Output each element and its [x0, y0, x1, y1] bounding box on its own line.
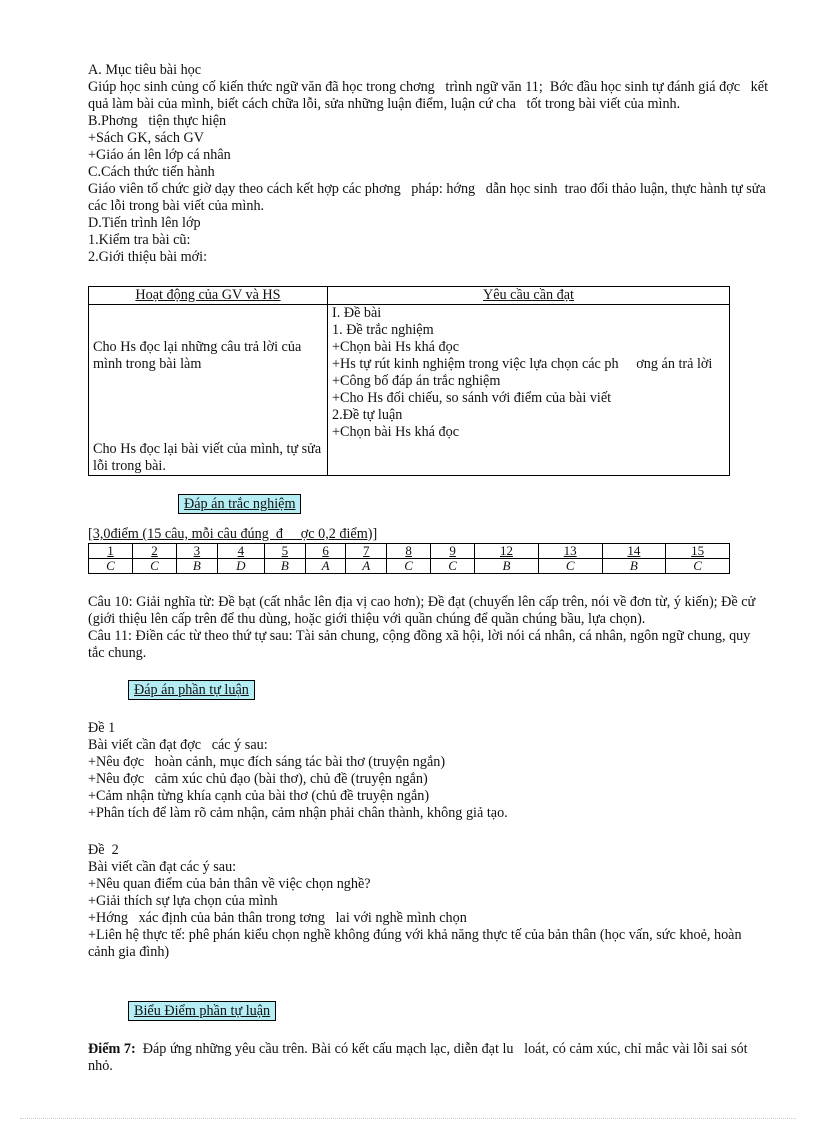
question-number-cell: 6: [305, 544, 346, 559]
de1-line: +Phân tích để làm rõ cảm nhận, cảm nhận phải chân thành, không giả tạo.: [88, 805, 508, 821]
procedure-step: 1.Kiểm tra bài cũ:: [88, 232, 191, 248]
method-heading: C.Cách thức tiến hành: [88, 164, 215, 180]
answer-letter-cell: B: [264, 559, 305, 574]
answer-letter-cell: C: [666, 559, 730, 574]
intro-section: [88, 62, 772, 266]
activity-right-line: +Công bố đáp án trắc nghiệm: [332, 373, 501, 389]
lesson-objective-text: Giúp học sinh củng cố kiến thức ngữ văn đã học trong chơng trình ngữ văn 11; Bớc đầu học sinh tự đánh giá đợc kết quả làm bài của mình, biết cách chữa lỗi, sửa những luận điểm, luận cứ cha tốt trong bài viết của mình.: [88, 79, 772, 112]
answer-letter-cell: B: [177, 559, 218, 574]
de1-section: [88, 720, 768, 822]
means-heading: B.Phơng tiện thực hiện: [88, 113, 227, 129]
page-bottom-divider: [20, 1118, 796, 1119]
answer-letter-cell: C: [133, 559, 177, 574]
question-number-cell: 5: [264, 544, 305, 559]
question-number-cell: 8: [387, 544, 431, 559]
question-number-cell: 3: [177, 544, 218, 559]
answer-letter-cell: D: [217, 559, 264, 574]
mc-score-note: [3,0điểm (15 câu, mỗi câu đúng đ ợc 0,2 điểm)]: [88, 526, 378, 542]
score-rubric-heading: Biểu Điểm phần tự luận: [128, 1001, 276, 1021]
activity-right-line: I. Đề bài: [332, 305, 382, 321]
activity-left-line: [93, 424, 323, 441]
means-item: +Sách GK, sách GV: [88, 130, 204, 146]
de2-line: Bài viết cần đạt các ý sau:: [88, 859, 237, 875]
question-number-cell: 14: [602, 544, 666, 559]
essay-answer-heading: Đáp án phần tự luận: [128, 680, 255, 700]
document-page: [88, 62, 772, 1075]
question-number-cell: 15: [666, 544, 730, 559]
procedure-step: 2.Giới thiệu bài mới:: [88, 249, 208, 265]
activity-table: [88, 286, 730, 476]
lesson-objective-heading: A. Mục tiêu bài học: [88, 62, 202, 78]
activity-right-line: +Chọn bài Hs khá đọc: [332, 424, 460, 440]
activity-right-line: +Chọn bài Hs khá đọc: [332, 339, 460, 355]
question-number-cell: 9: [431, 544, 475, 559]
activity-left-line: Cho Hs đọc lại những câu trả lời của mình trong bài làm: [93, 339, 305, 372]
diem7-label: Điểm 7:: [88, 1041, 136, 1057]
de2-line: +Giải thích sự lựa chọn của mình: [88, 893, 278, 909]
activity-left-line: [93, 322, 323, 339]
activity-left-line: [93, 305, 323, 322]
method-text: Giáo viên tổ chức giờ dạy theo cách kết hợp các phơng pháp: hớng dẫn học sinh trao đổi thảo luận, thực hành tự sửa các lỗi trong bài viết của mình.: [88, 181, 770, 214]
cau11-answer: Câu 11: Điền các từ theo thứ tự sau: Tài sản chung, cộng đồng xã hội, lời nói cá nhân, cá nhân, ngôn ngữ chung, quy tắc chung.: [88, 628, 754, 661]
fill-in-answers: [88, 594, 768, 662]
answer-letter-cell: C: [538, 559, 602, 574]
activity-left-cell: [89, 305, 328, 476]
de1-line: Bài viết cần đạt đợc các ý sau:: [88, 737, 268, 753]
activity-right-cell: [328, 305, 730, 476]
answer-letter-cell: C: [89, 559, 133, 574]
activity-right-line: +Hs tự rút kinh nghiệm trong việc lựa chọn các ph ơng án trả lời: [332, 356, 713, 372]
question-number-cell: 13: [538, 544, 602, 559]
mc-answer-heading: Đáp án trắc nghiệm: [178, 494, 301, 514]
de1-line: +Nêu đợc hoàn cảnh, mục đích sáng tác bài thơ (truyện ngắn): [88, 754, 446, 770]
cau10-answer: Câu 10: Giải nghĩa từ: Đề bạt (cất nhắc lên địa vị cao hơn); Đề đạt (chuyển lên cấp trên, nói về đơn từ, ý kiến); Đề cử (giới thiệu lên cấp trên để thu dùng, hoặc giới thiệu với quần chúng để quần chúng bầu, lựa chọn).: [88, 594, 759, 627]
answer-table: [88, 543, 730, 574]
activity-left-line: Cho Hs đọc lại bài viết của mình, tự sửa lỗi trong bài.: [93, 441, 325, 474]
de1-line: +Cảm nhận từng khía cạnh của bài thơ (chủ đề truyện ngắn): [88, 788, 430, 804]
de1-line: +Nêu đợc cảm xúc chủ đạo (bài thơ), chủ đề (truyện ngắn): [88, 771, 428, 787]
activity-left-line: [93, 373, 323, 390]
procedure-heading: D.Tiến trình lên lớp: [88, 215, 201, 231]
activity-right-line: 1. Đề trắc nghiệm: [332, 322, 434, 338]
answer-letter-cell: C: [387, 559, 431, 574]
activity-header-right: Yêu cầu cần đạt: [328, 287, 730, 305]
question-number-cell: 4: [217, 544, 264, 559]
diem7-paragraph: [88, 1041, 768, 1075]
answer-letter-cell: B: [475, 559, 539, 574]
activity-header-left: Hoạt động của GV và HS: [89, 287, 328, 305]
de2-title: Đề 2: [88, 842, 119, 858]
de2-section: [88, 842, 768, 961]
answer-letter-cell: A: [305, 559, 346, 574]
de2-line: +Hớng xác định của bản thân trong tơng lai với nghề mình chọn: [88, 910, 467, 926]
question-number-cell: 2: [133, 544, 177, 559]
answer-letter-row: [89, 559, 730, 574]
answer-letter-cell: C: [431, 559, 475, 574]
activity-right-line: 2.Đề tự luận: [332, 407, 403, 423]
question-number-cell: 12: [475, 544, 539, 559]
question-number-cell: 7: [346, 544, 387, 559]
de1-title: Đề 1: [88, 720, 116, 736]
answer-letter-cell: B: [602, 559, 666, 574]
activity-left-line: [93, 390, 323, 407]
de2-line: +Liên hệ thực tế: phê phán kiểu chọn nghề không đúng với khả năng thực tế của bản thân (học vấn, sức khoẻ, hoàn cảnh gia đình): [88, 927, 746, 960]
question-number-cell: 1: [89, 544, 133, 559]
answer-letter-cell: A: [346, 559, 387, 574]
means-item: +Giáo án lên lớp cá nhân: [88, 147, 231, 163]
de2-line: +Nêu quan điểm của bản thân về việc chọn nghề?: [88, 876, 371, 892]
activity-right-line: +Cho Hs đối chiếu, so sánh với điểm của bài viết: [332, 390, 612, 406]
activity-left-line: [93, 407, 323, 424]
diem7-text: Đáp ứng những yêu cầu trên. Bài có kết cấu mạch lạc, diễn đạt lu loát, có cảm xúc, chỉ mắc vài lỗi sai sót nhỏ.: [88, 1041, 752, 1074]
question-number-row: [89, 544, 730, 559]
